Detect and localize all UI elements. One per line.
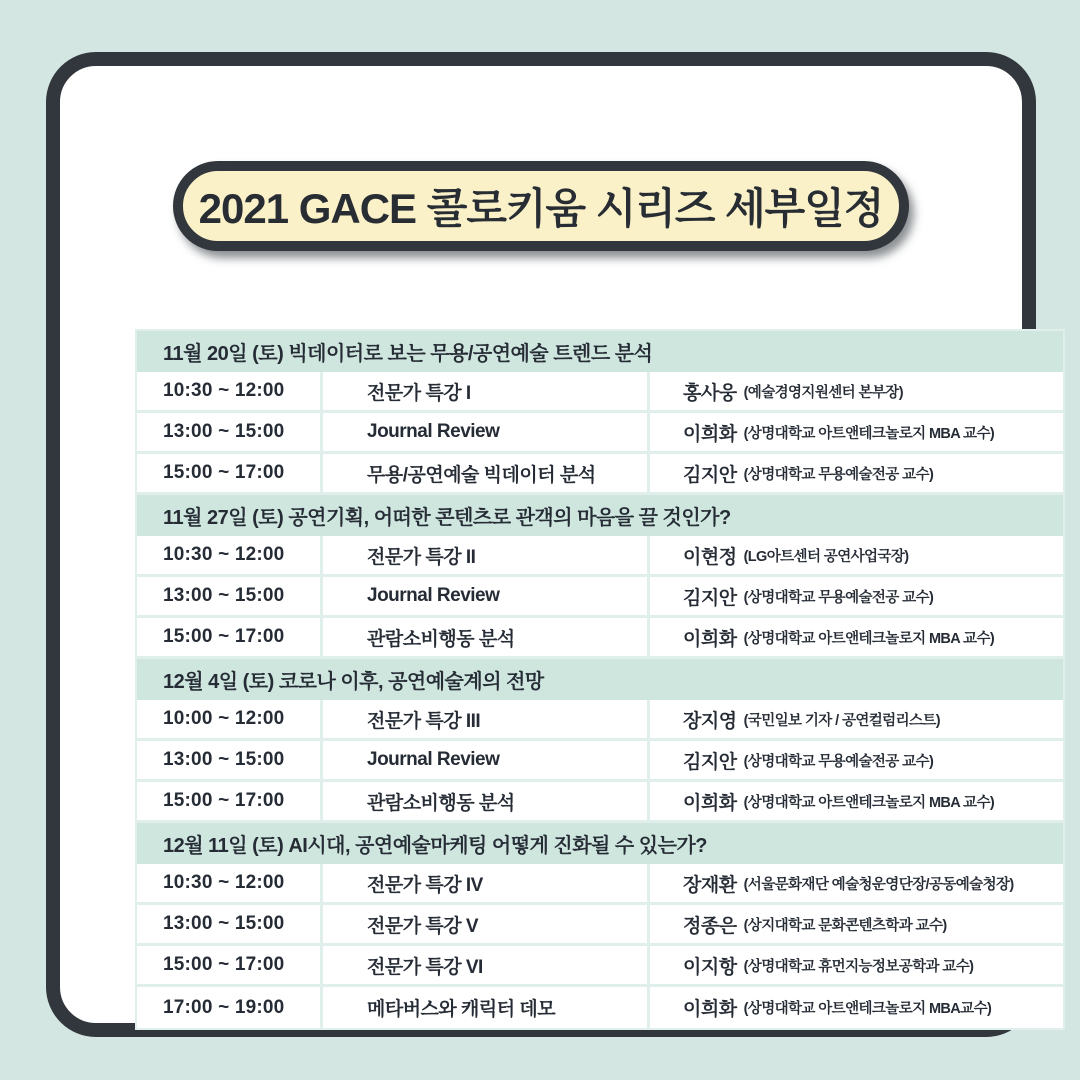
table-row xyxy=(137,536,1063,577)
speaker-affiliation: (서울문화재단 예술청운영단장/공동예술청장) xyxy=(743,876,1014,893)
time-cell: 15:00 ~ 17:00 xyxy=(163,954,285,975)
session-cell: 전문가 특강 I xyxy=(320,372,647,410)
speaker-name: 이희화 xyxy=(683,792,737,814)
time-cell: 13:00 ~ 15:00 xyxy=(163,585,285,606)
speaker-name: 장재환 xyxy=(683,874,737,896)
session-cell: Journal Review xyxy=(320,577,647,615)
speaker-name: 이희화 xyxy=(683,628,737,650)
speaker-name: 김지안 xyxy=(683,587,737,609)
speaker-cell xyxy=(647,741,1063,779)
session-cell: 전문가 특강 III xyxy=(320,700,647,738)
poster-card xyxy=(46,52,1036,1037)
session-cell: 메타버스와 캐릭터 데모 xyxy=(320,987,647,1028)
table-row xyxy=(137,618,1063,659)
speaker-affiliation: (상명대학교 아트앤테크놀로지 MBA 교수) xyxy=(743,630,995,647)
speaker-affiliation: (상명대학교 무용예술전공 교수) xyxy=(743,466,934,483)
table-row xyxy=(137,413,1063,454)
speaker-affiliation: (상명대학교 무용예술전공 교수) xyxy=(743,753,934,770)
time-cell: 10:00 ~ 12:00 xyxy=(163,708,285,729)
session-cell: 전문가 특강 V xyxy=(320,905,647,943)
speaker-name: 김지안 xyxy=(683,464,737,486)
table-row xyxy=(137,864,1063,905)
speaker-name: 김지안 xyxy=(683,751,737,773)
time-cell: 17:00 ~ 19:00 xyxy=(163,996,285,1018)
speaker-name: 이희화 xyxy=(683,999,737,1020)
schedule-section-nov27 xyxy=(137,495,1063,659)
speaker-cell xyxy=(647,987,1063,1028)
section-header: 12월 4일 (토) 코로나 이후, 공연예술계의 전망 xyxy=(137,659,1063,700)
speaker-affiliation: (예술경영지원센터 본부장) xyxy=(743,384,903,401)
speaker-cell xyxy=(647,454,1063,492)
page-title: 2021 GACE 콜로키움 시리즈 세부일정 xyxy=(198,185,884,232)
time-cell: 10:30 ~ 12:00 xyxy=(163,544,285,565)
session-cell: Journal Review xyxy=(320,741,647,779)
title-banner xyxy=(173,161,909,251)
speaker-name: 이희화 xyxy=(683,423,737,445)
speaker-affiliation: (상명대학교 아트앤테크놀로지 MBA 교수) xyxy=(743,794,995,811)
session-cell: 전문가 특강 IV xyxy=(320,864,647,902)
speaker-name: 정종은 xyxy=(683,915,737,937)
time-cell: 15:00 ~ 17:00 xyxy=(163,462,285,483)
time-cell: 15:00 ~ 17:00 xyxy=(163,790,285,811)
time-cell: 13:00 ~ 15:00 xyxy=(163,749,285,770)
table-row xyxy=(137,987,1063,1028)
speaker-cell xyxy=(647,413,1063,451)
time-cell: 10:30 ~ 12:00 xyxy=(163,872,285,893)
speaker-cell xyxy=(647,700,1063,738)
speaker-name: 장지영 xyxy=(683,710,737,732)
schedule-section-dec4 xyxy=(137,659,1063,823)
table-row xyxy=(137,454,1063,495)
table-row xyxy=(137,700,1063,741)
speaker-cell xyxy=(647,577,1063,615)
speaker-affiliation: (상명대학교 아트앤테크놀로지 MBA교수) xyxy=(743,1001,992,1017)
session-cell: Journal Review xyxy=(320,413,647,451)
session-cell: 관람소비행동 분석 xyxy=(320,782,647,820)
speaker-name: 이지항 xyxy=(683,956,737,978)
speaker-cell xyxy=(647,782,1063,820)
session-cell: 전문가 특강 II xyxy=(320,536,647,574)
session-cell: 무용/공연예술 빅데이터 분석 xyxy=(320,454,647,492)
speaker-affiliation: (LG아트센터 공연사업국장) xyxy=(743,548,909,565)
speaker-affiliation: (상명대학교 무용예술전공 교수) xyxy=(743,589,934,606)
speaker-affiliation: (상명대학교 아트앤테크놀로지 MBA 교수) xyxy=(743,425,995,442)
session-cell: 관람소비행동 분석 xyxy=(320,618,647,656)
schedule-table xyxy=(135,329,1065,1030)
speaker-affiliation: (국민일보 기자 / 공연컬럼리스트) xyxy=(743,712,941,729)
session-cell: 전문가 특강 VI xyxy=(320,946,647,984)
speaker-cell xyxy=(647,946,1063,984)
speaker-cell xyxy=(647,618,1063,656)
time-cell: 13:00 ~ 15:00 xyxy=(163,913,285,934)
speaker-cell xyxy=(647,905,1063,943)
table-row xyxy=(137,577,1063,618)
table-row xyxy=(137,741,1063,782)
speaker-cell xyxy=(647,536,1063,574)
speaker-affiliation: (상지대학교 문화콘텐츠학과 교수) xyxy=(743,917,947,934)
section-header: 11월 27일 (토) 공연기획, 어떠한 콘텐츠로 관객의 마음을 끌 것인가? xyxy=(137,495,1063,536)
speaker-name: 이현정 xyxy=(683,546,737,568)
table-row xyxy=(137,946,1063,987)
speaker-name: 홍사웅 xyxy=(683,382,737,404)
table-row xyxy=(137,905,1063,946)
time-cell: 10:30 ~ 12:00 xyxy=(163,380,285,401)
time-cell: 15:00 ~ 17:00 xyxy=(163,626,285,647)
section-header: 11월 20일 (토) 빅데이터로 보는 무용/공연예술 트렌드 분석 xyxy=(137,331,1063,372)
table-row xyxy=(137,372,1063,413)
table-row xyxy=(137,782,1063,823)
time-cell: 13:00 ~ 15:00 xyxy=(163,421,285,442)
schedule-section-dec11 xyxy=(137,823,1063,1028)
speaker-cell xyxy=(647,864,1063,902)
speaker-cell xyxy=(647,372,1063,410)
section-header: 12월 11일 (토) AI시대, 공연예술마케팅 어떻게 진화될 수 있는가? xyxy=(137,823,1063,864)
schedule-section-nov20 xyxy=(137,331,1063,495)
speaker-affiliation: (상명대학교 휴먼지능정보공학과 교수) xyxy=(743,958,974,975)
